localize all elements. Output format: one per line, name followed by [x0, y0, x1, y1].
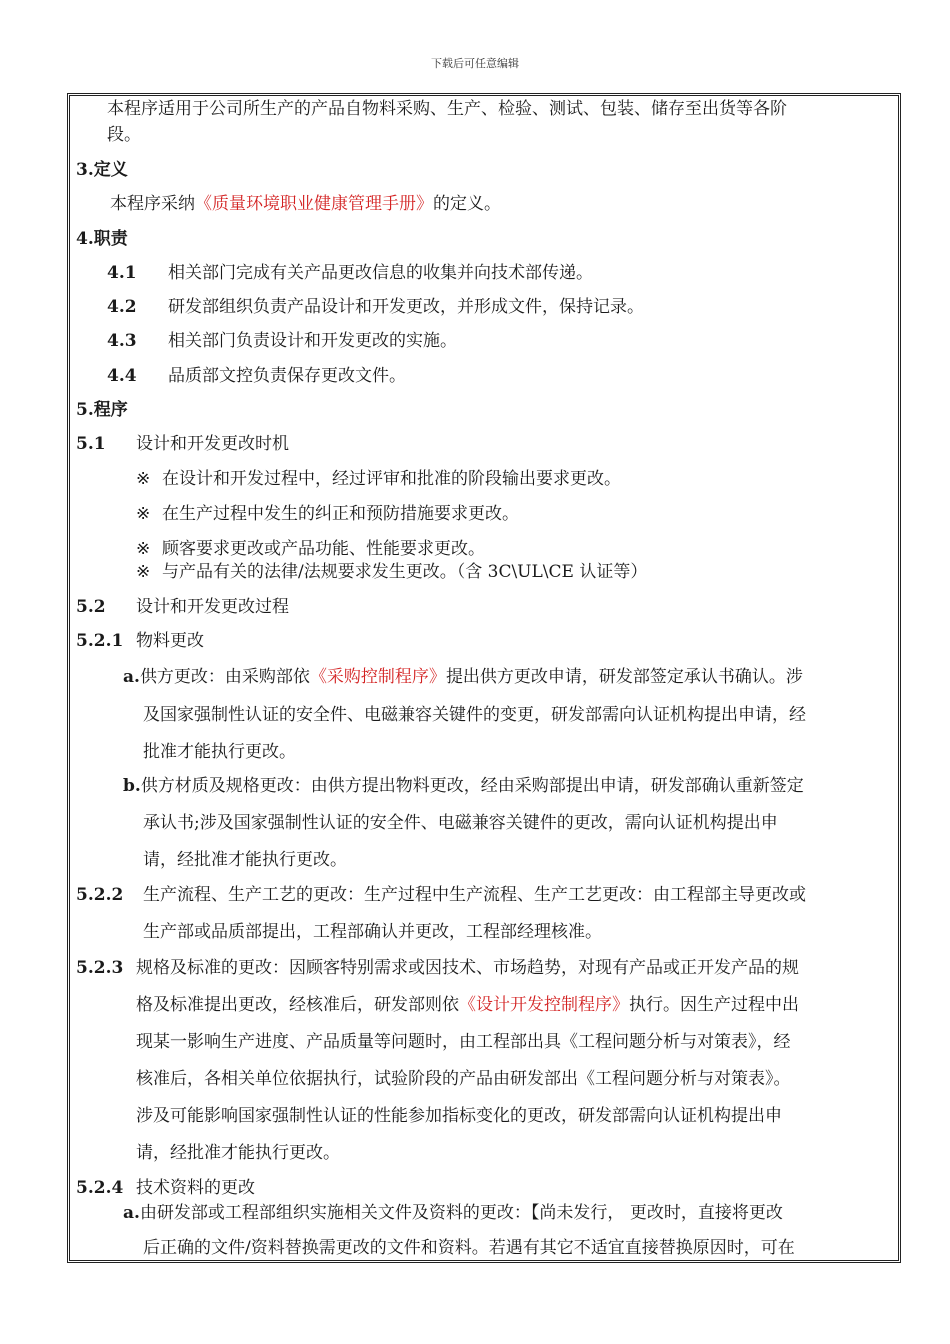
definition-text-after: 的定义。 [433, 194, 501, 214]
section-5-1-heading [76, 433, 289, 455]
section-title: 设计和开发更改时机 [136, 434, 289, 454]
material-change-a-line-2: 及国家强制性认证的安全件、电磁兼容关键件的变更，研发部需向认证机构提出申请，经 [143, 705, 806, 725]
section-5-2-3-line-4: 核准后，各相关单位依据执行，试验阶段的产品由研发部出《工程问题分析与对策表》。 [136, 1069, 791, 1089]
material-change-b-line-3: 请，经批准才能执行更改。 [143, 850, 347, 870]
duty-item [107, 262, 593, 284]
duties-heading: 4.职责 [76, 229, 128, 249]
section-5-2-3-line-1: 5.2.3 规格及标准的更改：因顾客特别需求或因技术、市场趋势，对现有产品或正开发产品的规 [76, 958, 799, 978]
timing-item: ※ 顾客要求更改或产品功能、性能要求更改。 [136, 539, 485, 559]
reference-mark-icon: ※ [136, 469, 151, 489]
duty-text: 相关部门完成有关产品更改信息的收集并向技术部传递。 [168, 263, 593, 283]
section-number: 5.1 [76, 434, 106, 454]
section-5-2-3-line-3: 现某一影响生产进度、产品质量等问题时，由工程部出具《工程问题分析与对策表》，经 [136, 1032, 791, 1052]
duty-text: 研发部组织负责产品设计和开发更改，并形成文件，保持记录。 [168, 297, 644, 317]
page-header-note: 下载后可任意编辑 [431, 57, 519, 70]
item-label: b. [123, 776, 141, 796]
definition-text [110, 193, 501, 215]
duty-number: 4.4 [107, 366, 137, 386]
definition-text-before: 本程序采纳 [110, 194, 195, 214]
section-5-2-2-line-2: 生产部或品质部提出，工程部确认并更改，工程部经理核准。 [143, 922, 602, 942]
section-5-2-3-line-5: 涉及可能影响国家强制性认证的性能参加指标变化的更改，研发部需向认证机构提出申 [136, 1106, 782, 1126]
tech-docs-a-line-2: 后正确的文件/资料替换需更改的文件和资料。若遇有其它不适宜直接替换原因时，可在 [143, 1238, 795, 1258]
reference-mark-icon: ※ [136, 504, 151, 524]
duty-number: 4.2 [107, 297, 137, 317]
design-dev-procedure-ref: 《设计开发控制程序》 [459, 995, 629, 1015]
item-label: a. [123, 1203, 140, 1223]
section-number: 5.2.1 [76, 631, 124, 651]
scope-line-1: 本程序适用于公司所生产的产品自物料采购、生产、检验、测试、包装、储存至出货等各阶 [107, 99, 787, 119]
section-5-2-2-line-1: 5.2.2 生产流程、生产工艺的更改：生产过程中生产流程、生产工艺更改：由工程部主导更改或 [76, 885, 806, 905]
reference-mark-icon: ※ [136, 539, 151, 559]
section-5-2-heading [76, 596, 289, 618]
section-5-2-4-heading [76, 1177, 255, 1199]
definition-heading: 3.定义 [76, 160, 128, 180]
section-number: 5.2.4 [76, 1178, 124, 1198]
duty-item [107, 365, 406, 387]
section-5-2-3-line-2: 格及标准提出更改，经核准后，研发部则依《设计开发控制程序》执行。因生产过程中出 [136, 995, 799, 1015]
section-number: 5.2 [76, 597, 106, 617]
reference-mark-icon: ※ [136, 562, 151, 582]
duty-item [107, 296, 644, 318]
section-5-2-3-line-6: 请，经批准才能执行更改。 [136, 1143, 340, 1163]
timing-item: ※ 在设计和开发过程中，经过评审和批准的阶段输出要求更改。 [136, 469, 621, 489]
duty-text: 相关部门负责设计和开发更改的实施。 [168, 331, 457, 351]
material-change-a-line-1: a.供方更改：由采购部依《采购控制程序》提出供方更改申请，研发部签定承认书确认。涉 [123, 667, 803, 687]
duty-text: 品质部文控负责保存更改文件。 [168, 366, 406, 386]
purchase-procedure-ref: 《采购控制程序》 [309, 667, 446, 687]
section-5-2-1-heading [76, 630, 204, 652]
section-title: 设计和开发更改过程 [136, 597, 289, 617]
item-label: a. [123, 667, 140, 687]
duty-number: 4.1 [107, 263, 137, 283]
material-change-b-line-2: 承认书;涉及国家强制性认证的安全件、电磁兼容关键件的更改，需向认证机构提出申 [143, 813, 778, 833]
procedure-heading: 5.程序 [76, 400, 128, 420]
section-title: 技术资料的更改 [136, 1178, 255, 1198]
definition-manual-ref: 《质量环境职业健康管理手册》 [195, 194, 433, 214]
material-change-a-line-3: 批准才能执行更改。 [143, 742, 296, 762]
section-number: 5.2.2 [76, 885, 124, 905]
section-number: 5.2.3 [76, 958, 124, 978]
scope-line-2: 段。 [107, 125, 141, 145]
material-change-b-line-1: b.供方材质及规格更改：由供方提出物料更改，经由采购部提出申请，研发部确认重新签定 [123, 776, 804, 796]
section-title: 物料更改 [136, 631, 204, 651]
duty-item [107, 330, 457, 352]
timing-item: ※ 与产品有关的法律/法规要求发生更改。（含 3C\UL\CE 认证等） [136, 562, 648, 582]
duty-number: 4.3 [107, 331, 137, 351]
tech-docs-a-line-1: a.由研发部或工程部组织实施相关文件及资料的更改：【尚未发行， 更改时，直接将更改 [123, 1203, 783, 1223]
timing-item: ※ 在生产过程中发生的纠正和预防措施要求更改。 [136, 504, 519, 524]
